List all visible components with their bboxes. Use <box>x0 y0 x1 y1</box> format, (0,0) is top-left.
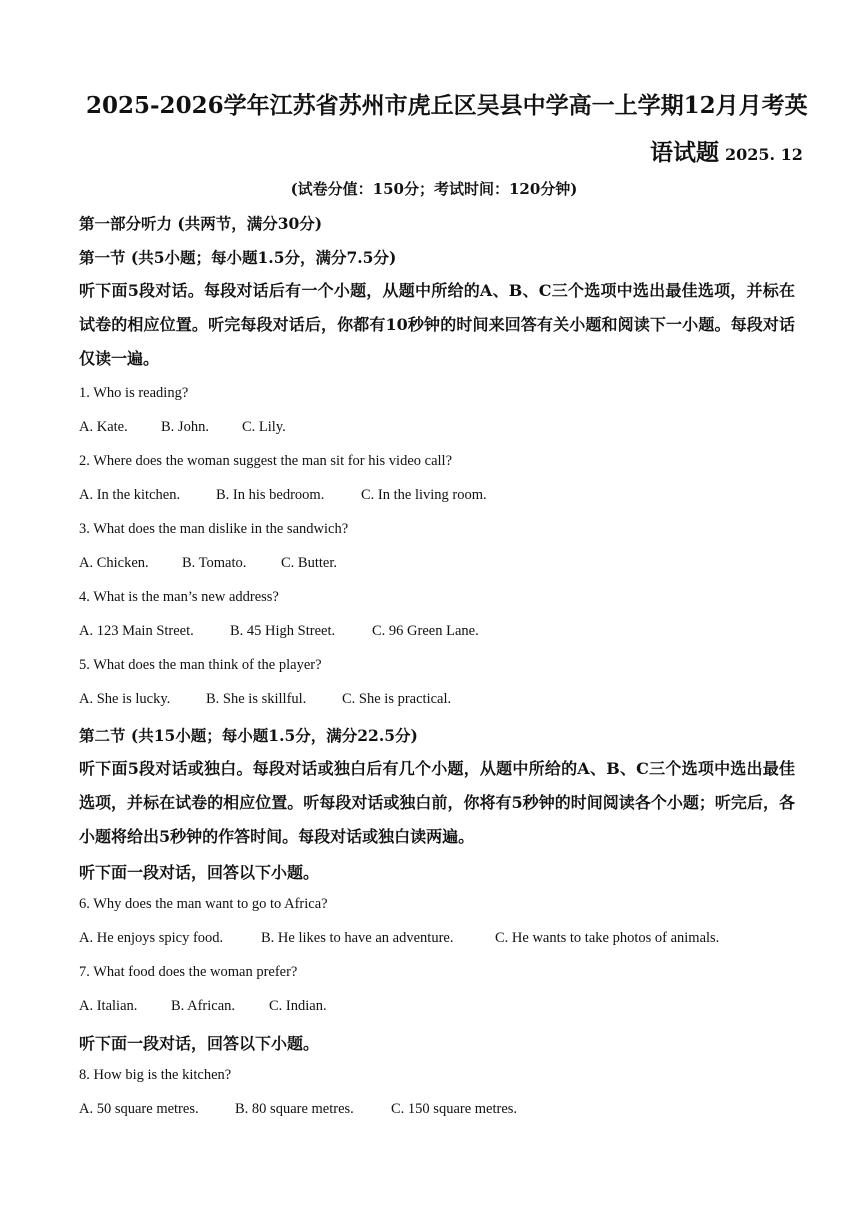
question-options <box>79 998 327 1015</box>
question-options <box>79 930 719 947</box>
option-b: B. 45 High Street. <box>230 623 336 639</box>
exam-score-time: (试卷分值：150分；考试时间：120分钟) <box>290 180 578 198</box>
section2-instruction: 听下面5段对话或独白。每段对话或独白后有几个小题，从题中所给的A、B、C三个选项中选出最佳选项，并标在试卷的相应位置。听每段对话或独白前，你将有5秒钟的时间阅读各个小题；听完后，各小题将给出5秒钟的作答时间。每段对话或独白读两遍。 <box>79 759 795 846</box>
question-options <box>79 1101 517 1118</box>
exam-title-end: 语试题 <box>650 139 719 166</box>
option-a: A. Chicken. <box>79 555 149 571</box>
question-options <box>79 623 479 640</box>
option-b: B. He likes to have an adventure. <box>261 930 454 946</box>
question-options <box>79 691 451 708</box>
question-stem: 4. What is the man’s new address? <box>79 589 279 605</box>
option-a: A. In the kitchen. <box>79 487 181 503</box>
option-c: C. 150 square metres. <box>391 1101 518 1117</box>
section1-instruction: 听下面5段对话。每段对话后有一个小题，从题中所给的A、B、C三个选项中选出最佳选项，并标在试卷的相应位置。听完每段对话后，你都有10秒钟的时间来回答有关小题和阅读下一小题。每段对话仅读一遍。 <box>79 281 795 368</box>
option-c: C. She is practical. <box>342 691 452 707</box>
option-b: B. Tomato. <box>182 555 247 571</box>
option-a: A. Kate. <box>79 419 128 435</box>
question-stem: 5. What does the man think of the player? <box>79 657 322 673</box>
question-stem: 7. What food does the woman prefer? <box>79 964 298 980</box>
question-stem: 6. Why does the man want to go to Africa? <box>79 896 328 912</box>
option-c: C. 96 Green Lane. <box>372 623 479 639</box>
exam-date: 2025. 12 <box>725 145 803 164</box>
option-b: B. She is skillful. <box>206 691 307 707</box>
option-b: B. 80 square metres. <box>235 1101 354 1117</box>
option-c: C. Indian. <box>269 998 327 1014</box>
option-a: A. Italian. <box>79 998 138 1014</box>
option-b: B. John. <box>161 419 209 435</box>
exam-title-continued <box>650 134 803 167</box>
option-c: C. Butter. <box>281 555 337 571</box>
option-c: C. Lily. <box>242 419 286 435</box>
question-stem: 1. Who is reading? <box>79 385 189 401</box>
option-a: A. 50 square metres. <box>79 1101 199 1117</box>
option-a: A. He enjoys spicy food. <box>79 930 224 946</box>
dialogue-instruction: 听下面一段对话，回答以下小题。 <box>79 863 320 882</box>
dialogue-instruction: 听下面一段对话，回答以下小题。 <box>79 1034 320 1053</box>
option-c: C. In the living room. <box>361 487 487 503</box>
option-a: A. She is lucky. <box>79 691 171 707</box>
option-b: B. African. <box>171 998 236 1014</box>
exam-title: 2025-2026学年江苏省苏州市虎丘区吴县中学高一上学期12月月考英 <box>86 92 808 119</box>
question-stem: 2. Where does the woman suggest the man sit for his video call? <box>79 453 453 469</box>
option-c: C. He wants to take photos of animals. <box>495 930 720 946</box>
option-a: A. 123 Main Street. <box>79 623 194 639</box>
question-options <box>79 555 337 572</box>
part1-heading: 第一部分听力 (共两节，满分30分) <box>79 214 323 233</box>
question-options <box>79 419 286 436</box>
section1-heading: 第一节 (共5小题；每小题1.5分，满分7.5分) <box>79 248 397 267</box>
section2-heading: 第二节 (共15小题；每小题1.5分，满分22.5分) <box>79 726 418 745</box>
option-b: B. In his bedroom. <box>216 487 325 503</box>
question-stem: 3. What does the man dislike in the sandwich? <box>79 521 349 537</box>
question-options <box>79 487 487 504</box>
question-stem: 8. How big is the kitchen? <box>79 1067 232 1083</box>
